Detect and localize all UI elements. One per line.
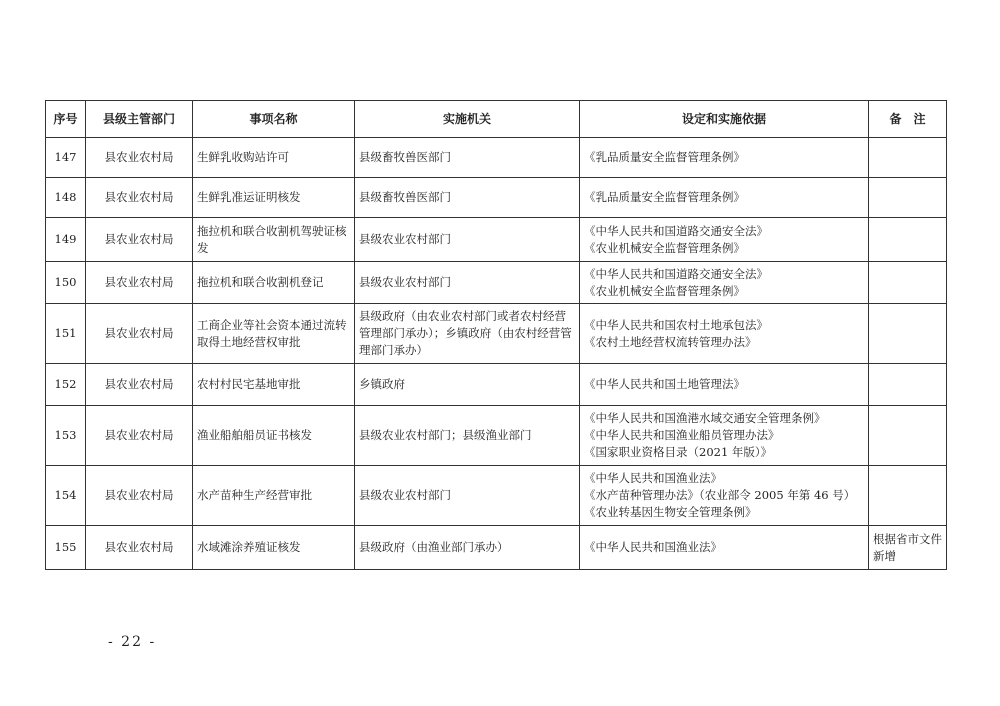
basis-line: 《国家职业资格目录（2021 年版）》 xyxy=(584,445,773,459)
row-note xyxy=(869,218,947,262)
row-dept: 县农业农村局 xyxy=(86,406,193,466)
basis-line: 《农业转基因生物安全管理条例》 xyxy=(584,505,757,519)
basis-line: 《乳品质量安全监督管理条例》 xyxy=(584,150,745,164)
header-item: 事项名称 xyxy=(193,101,355,138)
header-basis: 设定和实施依据 xyxy=(580,101,869,138)
row-item-name: 水产苗种生产经营审批 xyxy=(193,466,355,526)
row-item-name: 工商企业等社会资本通过流转取得土地经营权审批 xyxy=(193,304,355,364)
row-seq: 149 xyxy=(46,218,86,262)
row-basis xyxy=(580,304,869,364)
table-header-row xyxy=(46,101,947,138)
row-note xyxy=(869,304,947,364)
table-row xyxy=(46,364,947,406)
row-item-name: 拖拉机和联合收割机驾驶证核发 xyxy=(193,218,355,262)
basis-line: 《乳品质量安全监督管理条例》 xyxy=(584,190,745,204)
basis-line: 《中华人民共和国渔港水域交通安全管理条例》 xyxy=(584,411,826,425)
row-note xyxy=(869,138,947,178)
row-agency: 县级畜牧兽医部门 xyxy=(355,138,580,178)
row-dept: 县农业农村局 xyxy=(86,364,193,406)
row-item-name: 拖拉机和联合收割机登记 xyxy=(193,262,355,304)
row-note xyxy=(869,406,947,466)
row-seq: 155 xyxy=(46,526,86,570)
basis-line: 《农业机械安全监督管理条例》 xyxy=(584,240,745,255)
row-agency: 县级畜牧兽医部门 xyxy=(355,178,580,218)
row-dept: 县农业农村局 xyxy=(86,178,193,218)
row-dept: 县农业农村局 xyxy=(86,262,193,304)
row-seq: 154 xyxy=(46,466,86,526)
table-row xyxy=(46,218,947,262)
basis-line: 《中华人民共和国渔业法》 xyxy=(584,471,722,485)
row-item-name: 水域滩涂养殖证核发 xyxy=(193,526,355,570)
row-basis xyxy=(580,262,869,304)
table-row xyxy=(46,304,947,364)
row-agency: 县级农业农村部门 xyxy=(355,218,580,262)
basis-line: 《中华人民共和国土地管理法》 xyxy=(584,377,745,391)
row-dept: 县农业农村局 xyxy=(86,218,193,262)
row-seq: 147 xyxy=(46,138,86,178)
row-basis xyxy=(580,406,869,466)
basis-line: 《中华人民共和国农村土地承包法》 xyxy=(584,317,768,332)
row-seq: 152 xyxy=(46,364,86,406)
row-note xyxy=(869,262,947,304)
header-agency: 实施机关 xyxy=(355,101,580,138)
row-item-name: 生鲜乳准运证明核发 xyxy=(193,178,355,218)
row-item-name: 生鲜乳收购站许可 xyxy=(193,138,355,178)
row-agency: 县级农业农村部门；县级渔业部门 xyxy=(355,406,580,466)
row-seq: 153 xyxy=(46,406,86,466)
row-note xyxy=(869,466,947,526)
row-note: 根据省市文件新增 xyxy=(869,526,947,570)
table-row xyxy=(46,406,947,466)
row-dept: 县农业农村局 xyxy=(86,138,193,178)
row-basis xyxy=(580,178,869,218)
row-basis xyxy=(580,218,869,262)
table-row xyxy=(46,138,947,178)
table-row xyxy=(46,526,947,570)
table-row xyxy=(46,262,947,304)
row-agency: 县级农业农村部门 xyxy=(355,262,580,304)
page-number: - 22 - xyxy=(108,634,157,650)
basis-line: 《中华人民共和国道路交通安全法》 xyxy=(584,266,768,281)
row-basis xyxy=(580,138,869,178)
table-body xyxy=(46,138,947,570)
row-seq: 148 xyxy=(46,178,86,218)
row-seq: 150 xyxy=(46,262,86,304)
row-basis xyxy=(580,364,869,406)
row-dept: 县农业农村局 xyxy=(86,526,193,570)
row-dept: 县农业农村局 xyxy=(86,466,193,526)
row-agency: 乡镇政府 xyxy=(355,364,580,406)
header-dept: 县级主管部门 xyxy=(86,101,193,138)
basis-line: 《中华人民共和国渔业法》 xyxy=(584,540,722,554)
table-row xyxy=(46,178,947,218)
row-basis xyxy=(580,466,869,526)
row-agency: 县级政府（由农业农村部门或者农村经营管理部门承办）；乡镇政府（由农村经营管理部门承办） xyxy=(355,304,580,364)
row-agency: 县级政府（由渔业部门承办） xyxy=(355,526,580,570)
basis-line: 《中华人民共和国渔业船员管理办法》 xyxy=(584,428,780,442)
header-seq: 序号 xyxy=(46,101,86,138)
row-item-name: 渔业船舶船员证书核发 xyxy=(193,406,355,466)
basis-line: 《中华人民共和国道路交通安全法》 xyxy=(584,223,768,238)
row-note xyxy=(869,364,947,406)
basis-line: 《农业机械安全监督管理条例》 xyxy=(584,283,745,298)
row-dept: 县农业农村局 xyxy=(86,304,193,364)
row-agency: 县级农业农村部门 xyxy=(355,466,580,526)
row-basis xyxy=(580,526,869,570)
header-note: 备 注 xyxy=(869,101,947,138)
row-note xyxy=(869,178,947,218)
basis-line: 《农村土地经营权流转管理办法》 xyxy=(584,334,757,349)
row-seq: 151 xyxy=(46,304,86,364)
table-row xyxy=(46,466,947,526)
approval-items-table xyxy=(45,100,947,570)
basis-line: 《水产苗种管理办法》（农业部令 2005 年第 46 号） xyxy=(584,488,856,502)
row-item-name: 农村村民宅基地审批 xyxy=(193,364,355,406)
